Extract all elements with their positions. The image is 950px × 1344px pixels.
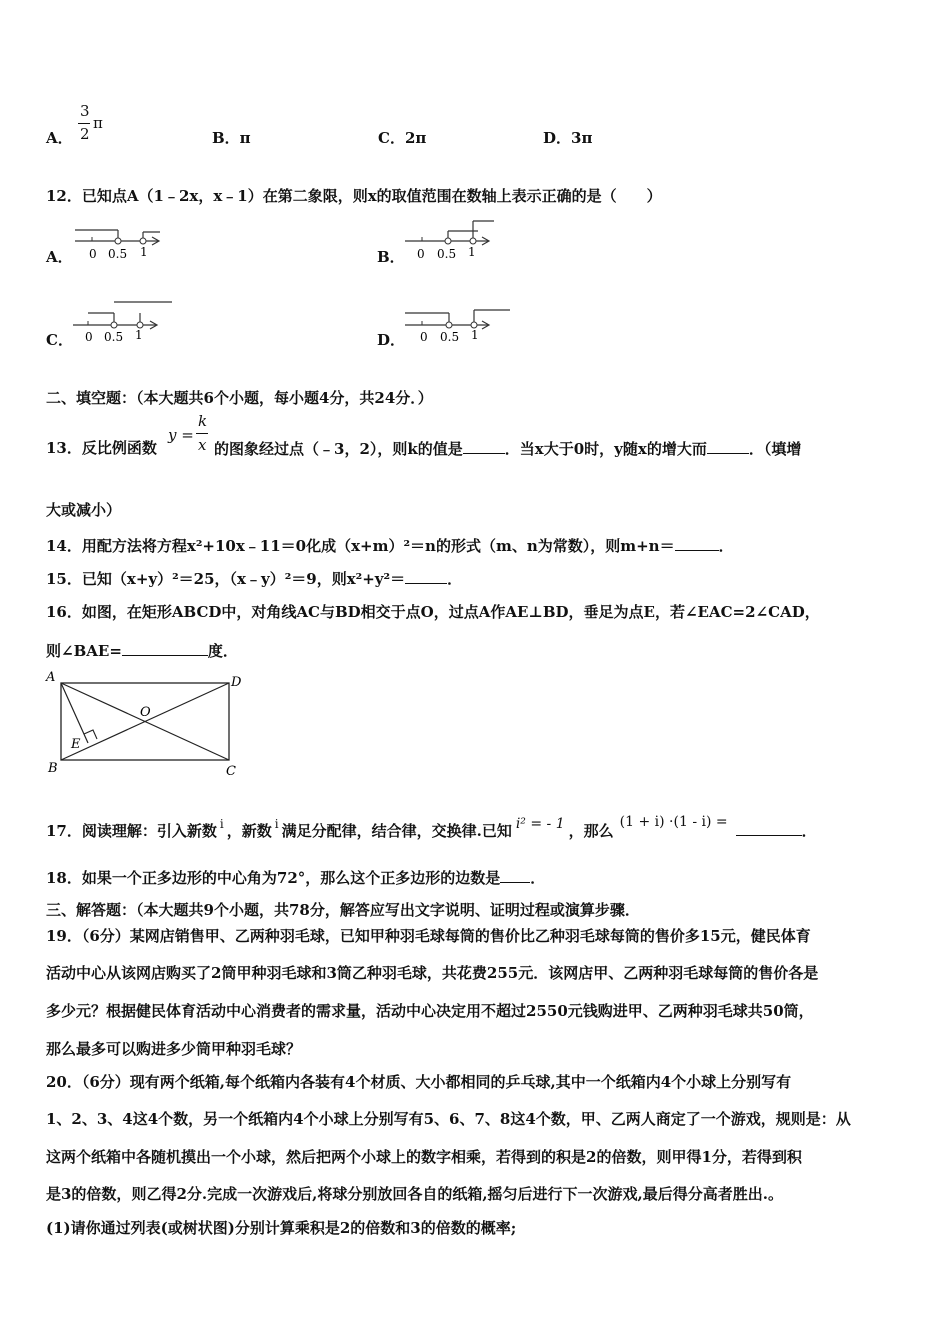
q13-text: 的图象经过点（﹣3，2），则k的值是 ．当x大于0时，y随x的增大而 ．（填增 bbox=[214, 440, 802, 458]
svg-text:1: 1 bbox=[471, 328, 479, 342]
q20-line: 这两个纸箱中各随机摸出一个小球，然后把两个小球上的数字相乘，若得到的积是2的倍数，则甲得1分，若得到积 bbox=[46, 1148, 802, 1166]
q17-text: 17．阅读理解：引入新数 $^i$ ，新数 $^i$ 满足分配律，结合律，交换律.已知 i² = - 1 ，那么 (1 + i) ·(1 - i) = ． bbox=[46, 814, 817, 840]
vertex-label-b: B bbox=[48, 761, 58, 776]
answer-blank bbox=[122, 640, 208, 656]
q11-option-d: D．3π bbox=[543, 129, 593, 147]
point-label-e: E bbox=[71, 737, 81, 752]
q16-rectangle-figure bbox=[44, 668, 250, 780]
tick-label: 0.5 bbox=[108, 247, 128, 261]
q20-line: (1)请你通过列表(或树状图)分别计算乘积是2的倍数和3的倍数的概率; bbox=[46, 1219, 517, 1237]
q19-line: 活动中心从该网店购买了2筒甲种羽毛球和3筒乙种羽毛球，共花费255元．该网店甲、乙两种羽毛球每筒的售价各是 bbox=[46, 964, 819, 982]
answer-blank bbox=[707, 438, 749, 454]
q12-option-c-label: C． bbox=[46, 331, 73, 349]
q19-line: 多少元？根据健民体育活动中心消费者的需求量，活动中心决定用不超过2550元钱购进甲、乙两种羽毛球共50筒， bbox=[46, 1002, 814, 1020]
q20-line: 1、2、3、4这4个数，另一个纸箱内4个小球上分别写有5、6、7、8这4个数，甲、乙两人商定了一个游戏，规则是：从 bbox=[46, 1110, 851, 1128]
vertex-label-c: C bbox=[226, 764, 236, 779]
q19-line: 19．（6分）某网店销售甲、乙两种羽毛球，已知甲种羽毛球每筒的售价比乙种羽毛球每筒的售价多15元，健民体育 bbox=[46, 927, 811, 945]
q12-option-a-label: A． bbox=[46, 248, 73, 266]
svg-text:0: 0 bbox=[417, 247, 425, 261]
q12-option-d-number-line bbox=[400, 298, 515, 344]
q16-line2: 则∠BAE= 度． bbox=[46, 642, 238, 660]
q12-option-c-number-line bbox=[68, 298, 178, 344]
q11-option-b: B．π bbox=[212, 129, 251, 147]
q13-line2: 大或减小） bbox=[46, 501, 122, 519]
answer-blank bbox=[675, 535, 719, 551]
q13-prefix: 13．反比例函数 bbox=[46, 439, 157, 457]
answer-blank bbox=[736, 820, 802, 836]
q11-option-c: C．2π bbox=[378, 129, 427, 147]
fraction-bar bbox=[78, 123, 90, 124]
answer-blank bbox=[463, 438, 505, 454]
vertex-label-a: A bbox=[46, 670, 56, 685]
q11-option-a-label: A． bbox=[46, 129, 73, 147]
q14-text: 14．用配方法将方程x²+10x﹣11＝0化成（x+m）²＝n的形式（m、n为常数），则m+n＝ ． bbox=[46, 537, 734, 555]
svg-text:0.5: 0.5 bbox=[437, 247, 457, 261]
svg-text:0.5: 0.5 bbox=[104, 330, 124, 344]
q19-line: 那么最多可以购进多少筒甲种羽毛球？ bbox=[46, 1040, 302, 1058]
q12-option-b-number-line bbox=[400, 216, 500, 262]
q11-option-a-fraction bbox=[78, 102, 106, 148]
answer-blank bbox=[405, 568, 447, 584]
tick-label: 0 bbox=[89, 247, 97, 261]
q13-function-fraction: y = k x bbox=[168, 412, 208, 454]
svg-text:0: 0 bbox=[85, 330, 93, 344]
q20-line: 是3的倍数，则乙得2分.完成一次游戏后,将球分别放回各自的纸箱,摇匀后进行下一次游戏,最后得分高者胜出.。 bbox=[46, 1185, 783, 1203]
q11-option-a-numerator: 3 bbox=[80, 102, 90, 120]
svg-text:0.5: 0.5 bbox=[440, 330, 460, 344]
q12-option-a-number-line bbox=[70, 216, 170, 262]
q12-stem: 12．已知点A（1﹣2x，x﹣1）在第二象限，则x的取值范围在数轴上表示正确的是（ ） bbox=[46, 187, 662, 205]
point-label-o: O bbox=[140, 705, 151, 720]
q18-text: 18．如果一个正多边形的中心角为72°，那么这个正多边形的边数是 ． bbox=[46, 869, 546, 887]
q16-line1: 16．如图，在矩形ABCD中，对角线AC与BD相交于点O，过点A作AE⊥BD，垂足为点E，若∠EAC=2∠CAD， bbox=[46, 603, 820, 621]
q15-text: 15．已知（x+y）²＝25，（x﹣y）²＝9，则x²+y²＝ ． bbox=[46, 570, 463, 588]
section-3-heading: 三、解答题：（本大题共9个小题，共78分，解答应写出文字说明、证明过程或演算步骤． bbox=[46, 901, 640, 919]
svg-text:1: 1 bbox=[468, 245, 476, 259]
q20-line: 20．（6分）现有两个纸箱,每个纸箱内各装有4个材质、大小都相同的乒乓球,其中一个纸箱内4个小球上分别写有 bbox=[46, 1073, 792, 1091]
vertex-label-d: D bbox=[231, 675, 242, 690]
q11-option-a-pi: π bbox=[93, 114, 103, 132]
section-2-heading: 二、填空题：（本大题共6个小题，每小题4分，共24分．） bbox=[46, 389, 433, 407]
svg-text:1: 1 bbox=[135, 328, 143, 342]
q12-option-d-label: D． bbox=[377, 331, 406, 349]
q12-option-b-label: B． bbox=[377, 248, 405, 266]
svg-text:0: 0 bbox=[420, 330, 428, 344]
answer-blank bbox=[500, 867, 530, 883]
q11-option-a-denominator: 2 bbox=[80, 125, 90, 143]
tick-label: 1 bbox=[140, 245, 148, 259]
